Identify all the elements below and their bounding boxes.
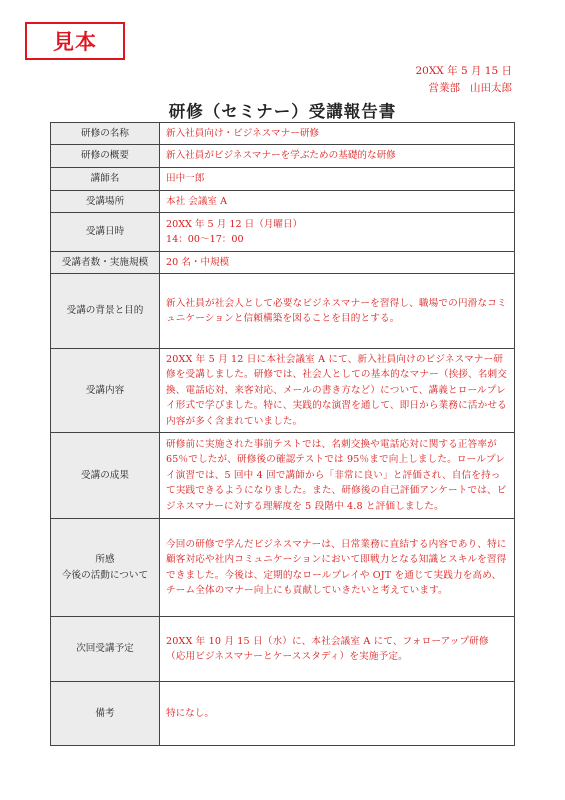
table-row bbox=[51, 274, 515, 349]
row-label: 受講場所 bbox=[51, 191, 160, 213]
table-row bbox=[51, 168, 515, 191]
row-value: 今回の研修で学んだビジネスマナーは、日常業務に直結する内容であり、特に顧客対応や社内コミュニケーションにおいて即戦力となる知識とスキルを習得できました。今後は、定期的なロールプレイや OJT を通じて実践力を高め、チーム全体のマナー向上にも貢献していきたいと考えています。 bbox=[160, 519, 515, 617]
row-label bbox=[51, 519, 160, 617]
row-label: 備考 bbox=[51, 682, 160, 746]
table-row bbox=[51, 349, 515, 433]
row-value: 20XX 年 10 月 15 日（水）に、本社会議室 A にて、フォローアップ研修（応用ビジネスマナーとケーススタディ）を実施予定。 bbox=[160, 617, 515, 682]
row-label: 次回受講予定 bbox=[51, 617, 160, 682]
row-label: 受講内容 bbox=[51, 349, 160, 433]
label-line: 所感 bbox=[95, 554, 115, 565]
document-meta bbox=[415, 63, 512, 97]
row-label: 研修の名称 bbox=[51, 123, 160, 145]
date-line: 20XX 年 5 月 12 日（月曜日） bbox=[166, 218, 303, 230]
label-line: 今後の活動について bbox=[61, 569, 149, 581]
table-row bbox=[51, 252, 515, 274]
report-table bbox=[50, 122, 515, 746]
row-value: 新入社員が社会人として必要なビジネスマナーを習得し、職場での円滑なコミュニケーションと信頼構築を図ることを目的とする。 bbox=[160, 274, 515, 349]
report-date: 20XX 年 5 月 15 日 bbox=[415, 65, 512, 77]
table-row bbox=[51, 123, 515, 145]
row-value: 20 名・中規模 bbox=[160, 252, 515, 274]
row-value: 20XX 年 5 月 12 日に本社会議室 A にて、新入社員向けのビジネスマナー研修を受講しました。研修では、社会人としての基本的なマナー（挨拶、名刺交換、電話応対、来客対応、メールの書き方など）について、講義とロールプレイ形式で学びました。特に、実践的な演習を通して、即日から業務に活かせる内容が多く含まれていました。 bbox=[160, 349, 515, 433]
department: 営業部 bbox=[428, 82, 460, 94]
row-label: 講師名 bbox=[51, 168, 160, 191]
table-row bbox=[51, 519, 515, 617]
time-line: 14：00〜17：00 bbox=[166, 234, 244, 245]
table-row bbox=[51, 213, 515, 252]
sample-stamp: 見本 bbox=[25, 22, 125, 60]
document-title: 研修（セミナー）受講報告書 bbox=[168, 102, 397, 121]
table-row bbox=[51, 191, 515, 213]
table-row bbox=[51, 433, 515, 519]
row-value: 田中一郎 bbox=[160, 168, 515, 191]
row-label: 受講日時 bbox=[51, 213, 160, 252]
row-label: 受講の成果 bbox=[51, 433, 160, 519]
row-label: 受講者数・実施規模 bbox=[51, 252, 160, 274]
table-row bbox=[51, 617, 515, 682]
row-value: 新入社員向け・ビジネスマナー研修 bbox=[160, 123, 515, 145]
author-name: 山田太郎 bbox=[470, 82, 512, 94]
row-label: 研修の概要 bbox=[51, 145, 160, 168]
row-value bbox=[160, 213, 515, 252]
table-row bbox=[51, 682, 515, 746]
row-value: 研修前に実施された事前テストでは、名刺交換や電話応対に関する正答率が 65％でしたが、研修後の確認テストでは 95％まで向上しました。ロールプレイ演習では、5 回中 4 回で講師から「非常に良い」と評価され、自信を持って実践できるようになりました。また、研修後の自己評価アンケートでは、ビジネスマナーに対する理解度を 5 段階中 4.8 と評価しました。 bbox=[160, 433, 515, 519]
table-row bbox=[51, 145, 515, 168]
author-line bbox=[415, 80, 512, 97]
row-value: 新入社員がビジネスマナーを学ぶための基礎的な研修 bbox=[160, 145, 515, 168]
row-value: 本社 会議室 A bbox=[160, 191, 515, 213]
row-label: 受講の背景と目的 bbox=[51, 274, 160, 349]
row-value: 特になし。 bbox=[160, 682, 515, 746]
